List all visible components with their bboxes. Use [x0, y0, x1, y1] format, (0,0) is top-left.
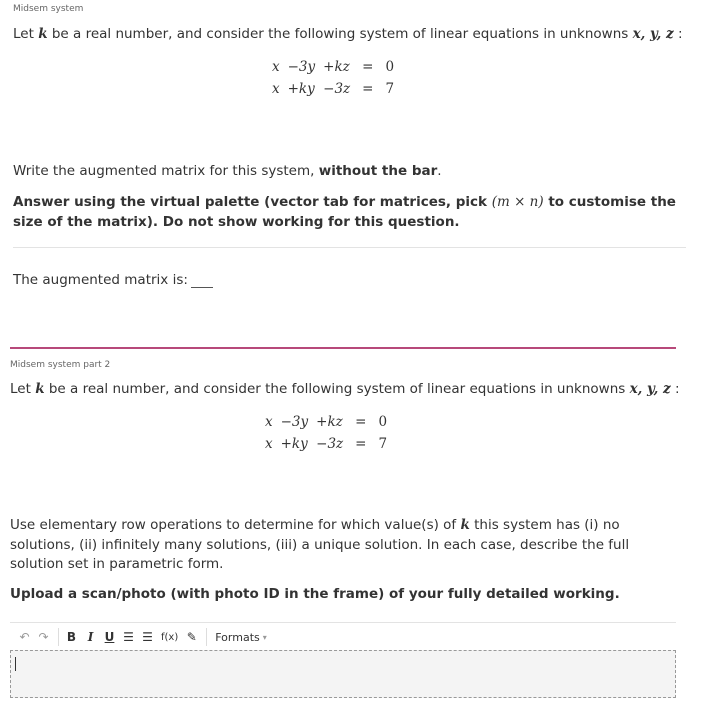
unknowns: x, y, z	[632, 26, 674, 42]
term: −3z	[316, 436, 344, 452]
toolbar-divider	[58, 628, 59, 646]
equals-sign: =	[362, 59, 374, 75]
rhs-value: 0	[378, 414, 388, 430]
formats-dropdown[interactable]: Formats ▾	[215, 630, 267, 644]
question-1-intro: Let k be a real number, and consider the following system of linear equations in unknowns x, y, z :	[13, 26, 683, 42]
term: +kz	[316, 414, 343, 430]
term: x	[265, 414, 273, 430]
unknowns: x, y, z	[629, 381, 671, 397]
rhs-value: 7	[385, 81, 395, 97]
term: −3y	[287, 59, 316, 75]
term: −3y	[280, 414, 309, 430]
question-separator	[10, 347, 676, 349]
equals-sign: =	[355, 414, 367, 430]
question-2-label: Midsem system part 2	[10, 360, 111, 370]
matrix-answer-input[interactable]	[191, 273, 213, 288]
formula-button[interactable]: f(x)	[161, 631, 179, 643]
toolbar-divider	[206, 628, 207, 646]
term: x	[272, 81, 280, 97]
underline-button[interactable]: U	[104, 630, 115, 644]
numbered-list-button[interactable]: ☰	[142, 630, 153, 644]
chevron-down-icon: ▾	[262, 632, 267, 642]
question-1-instruction: Write the augmented matrix for this system, without the bar.	[13, 163, 442, 179]
bullet-list-button[interactable]: ☰	[123, 630, 134, 644]
bold-button[interactable]: B	[66, 630, 77, 644]
term: +ky	[287, 81, 315, 97]
variable-k: k	[460, 517, 470, 533]
text-caret	[15, 657, 16, 671]
editor-toolbar	[10, 622, 676, 651]
answer-editor[interactable]	[10, 650, 676, 698]
pen-icon[interactable]: ✎	[186, 630, 197, 644]
equals-sign: =	[355, 436, 367, 452]
equation-row	[261, 433, 391, 455]
equals-sign: =	[362, 81, 374, 97]
question-1-label: Midsem system	[13, 4, 84, 14]
equation-row	[268, 56, 398, 78]
italic-button[interactable]: I	[87, 630, 94, 644]
question-2-instruction: Use elementary row operations to determine for which value(s) of k this system has (i) no solutions, (ii) infinitely many solutions, (iii) a unique solution. In each case, describe the full solution set in parametric form.	[10, 517, 630, 572]
term: x	[265, 436, 273, 452]
equation-row	[268, 78, 398, 100]
term: +kz	[323, 59, 350, 75]
question-2-intro: Let k be a real number, and consider the following system of linear equations in unknowns x, y, z :	[10, 381, 680, 397]
question-2-equation-system	[261, 411, 391, 455]
redo-button[interactable]: ↷	[38, 630, 49, 644]
variable-k: k	[35, 381, 45, 397]
question-1-equation-system	[268, 56, 398, 100]
rhs-value: 0	[385, 59, 395, 75]
term: +ky	[280, 436, 308, 452]
term: −3z	[323, 81, 351, 97]
question-2-upload-note: Upload a scan/photo (with photo ID in the frame) of your fully detailed working.	[10, 586, 620, 602]
term: x	[272, 59, 280, 75]
equation-row	[261, 411, 391, 433]
variable-k: k	[38, 26, 48, 42]
matrix-size-notation: (m × n)	[491, 194, 544, 210]
divider	[13, 247, 686, 248]
question-1-answer-note: Answer using the virtual palette (vector tab for matrices, pick (m × n) to customise the size of the matrix). Do not show working for this question.	[13, 194, 676, 230]
question-1-prompt: The augmented matrix is:	[13, 271, 213, 291]
rhs-value: 7	[378, 436, 388, 452]
undo-button[interactable]: ↶	[19, 630, 30, 644]
